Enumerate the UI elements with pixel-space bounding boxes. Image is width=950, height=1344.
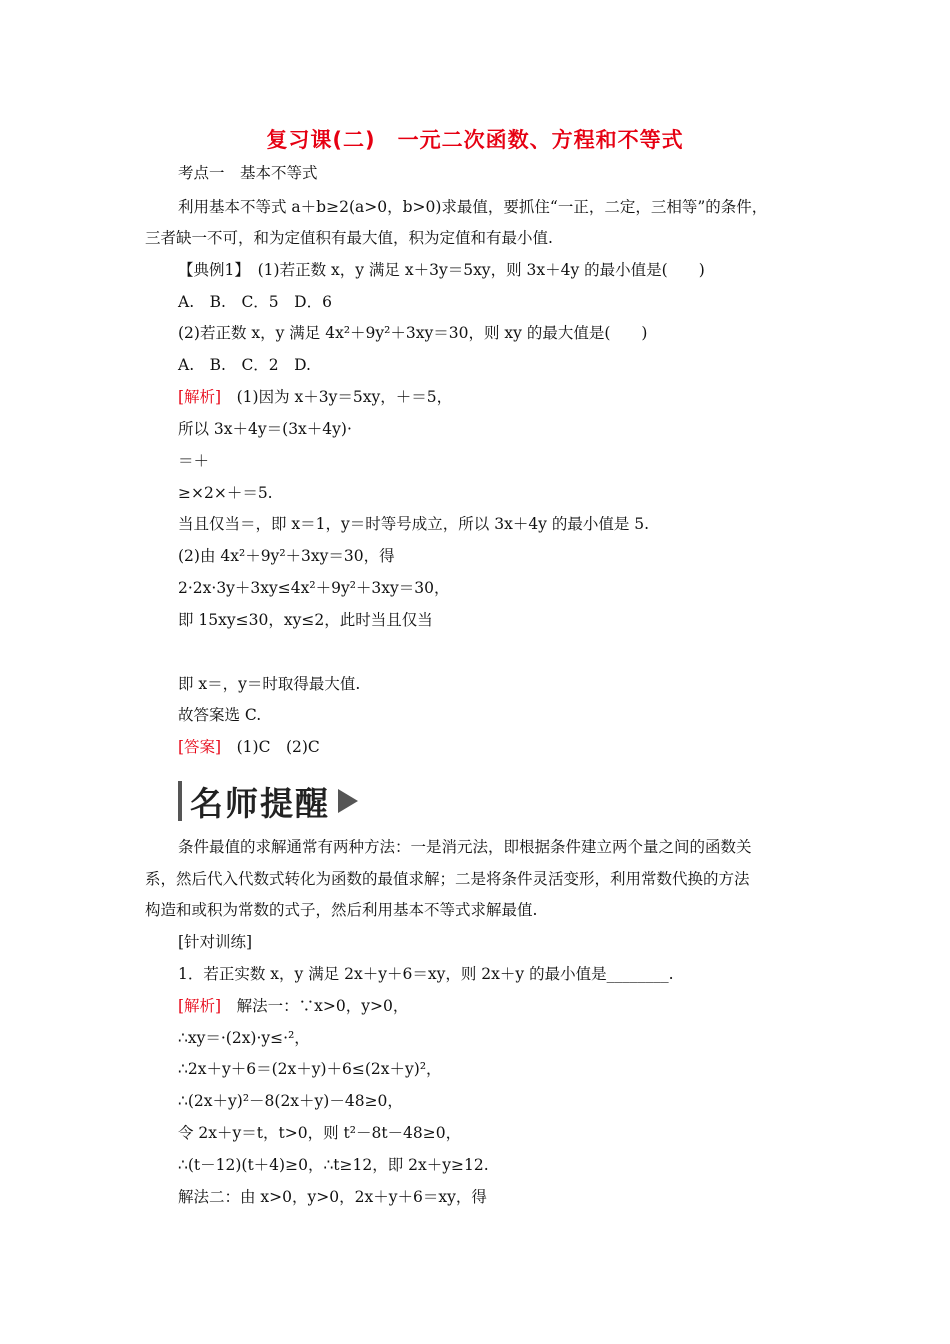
example-question: (2)若正数 x，y 满足 4x²＋9y²＋3xy＝30，则 xy 的最大值是( ) bbox=[178, 324, 648, 342]
answer-label: [答案] bbox=[178, 738, 222, 756]
solution-line: 解法二：由 x>0，y>0，2x＋y＋6＝xy，得 bbox=[178, 1188, 487, 1206]
paragraph-line: 三者缺一不可，和为定值积有最大值，积为定值和有最小值. bbox=[145, 229, 553, 247]
solution-line: ∴(t－12)(t＋4)≥0，∴t≥12，即 2x＋y≥12. bbox=[178, 1156, 489, 1174]
section-heading: [针对训练] bbox=[178, 933, 253, 951]
tip-banner bbox=[178, 778, 358, 824]
solution-line: (2)由 4x²＋9y²＋3xy＝30，得 bbox=[178, 547, 395, 565]
exercise-question: 1．若正实数 x，y 满足 2x＋y＋6＝xy，则 2x＋y 的最小值是________. bbox=[178, 965, 674, 983]
choice-line: A. B. C．2 D. bbox=[178, 356, 311, 374]
solution-line: ∴2x＋y＋6＝(2x＋y)＋6≤(2x＋y)²， bbox=[178, 1060, 442, 1078]
solution-line: 故答案选 C. bbox=[178, 706, 262, 724]
answer-line: [答案] (1)C (2)C bbox=[178, 738, 320, 756]
solution-line: ∴(2x＋y)²－8(2x＋y)－48≥0， bbox=[178, 1092, 403, 1110]
choice-line: A. B. C．5 D．6 bbox=[178, 293, 332, 311]
paragraph-line: 条件最值的求解通常有两种方法：一是消元法，即根据条件建立两个量之间的函数关 bbox=[178, 838, 752, 856]
analysis-label: [解析] bbox=[178, 997, 222, 1015]
solution-line: [解析] (1)因为 x＋3y＝5xy，＋＝5， bbox=[178, 388, 453, 406]
solution-line: 2·2x·3y＋3xy≤4x²＋9y²＋3xy＝30， bbox=[178, 579, 450, 597]
triangle-right-icon bbox=[338, 789, 358, 813]
solution-line: ∴xy＝·(2x)·y≤·²， bbox=[178, 1029, 310, 1047]
solution-line: 所以 3x＋4y＝(3x＋4y)· bbox=[178, 420, 352, 438]
solution-line: 即 x＝，y＝时取得最大值. bbox=[178, 675, 361, 693]
analysis-label: [解析] bbox=[178, 388, 222, 406]
solution-line: 即 15xy≤30，xy≤2，此时当且仅当 bbox=[178, 611, 433, 629]
paragraph-line: 构造和或积为常数的式子，然后利用基本不等式求解最值. bbox=[145, 901, 538, 919]
paragraph-line: 系，然后代入代数式转化为函数的最值求解；二是将条件灵活变形，利用常数代换的方法 bbox=[145, 870, 750, 888]
solution-line: 当且仅当＝，即 x＝1，y＝时等号成立，所以 3x＋4y 的最小值是 5. bbox=[178, 515, 650, 533]
section-heading: 考点一 基本不等式 bbox=[178, 164, 318, 182]
banner-bar bbox=[178, 781, 182, 821]
solution-line: ≥×2×＋＝5. bbox=[178, 484, 273, 502]
solution-line: 令 2x＋y＝t，t>0，则 t²－8t－48≥0， bbox=[178, 1124, 462, 1142]
solution-line: [解析] 解法一：∵x>0，y>0， bbox=[178, 997, 409, 1015]
paragraph-line: 利用基本不等式 a＋b≥2(a>0，b>0)求最值，要抓住“一正，二定，三相等”的条件， bbox=[178, 198, 768, 216]
banner-title: 名师提醒 bbox=[190, 783, 330, 823]
solution-line: ＝＋ bbox=[178, 452, 210, 470]
example-question: 【典例1】 (1)若正数 x，y 满足 x＋3y＝5xy，则 3x＋4y 的最小值是( ) bbox=[178, 261, 705, 279]
page-title: 复习课(二) 一元二次函数、方程和不等式 bbox=[266, 128, 684, 152]
